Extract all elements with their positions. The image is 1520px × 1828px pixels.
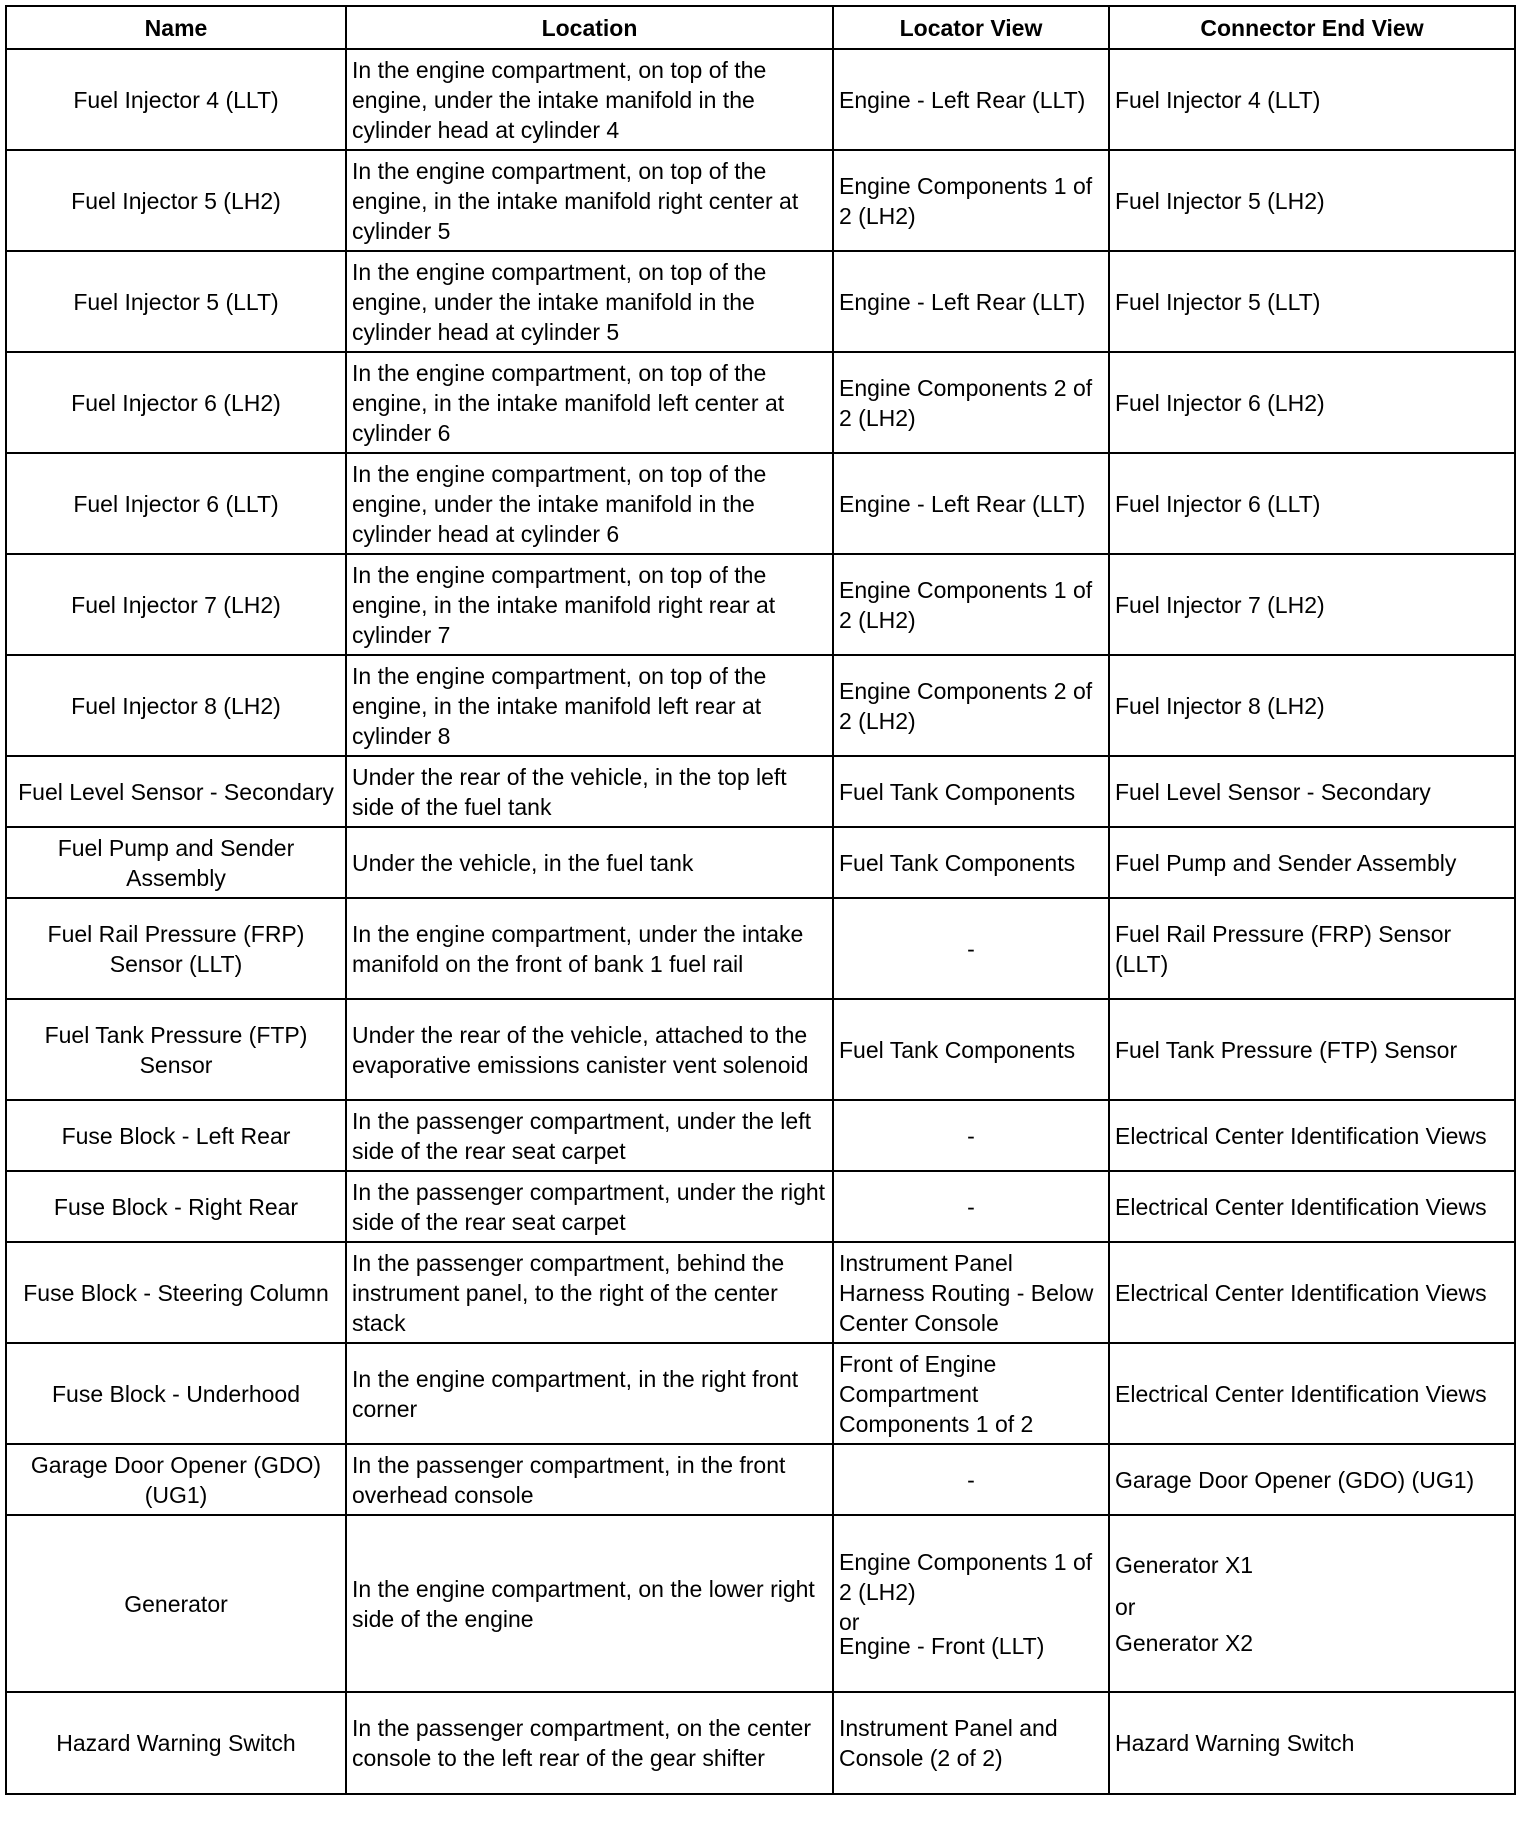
cell-locator-view: - [833,898,1109,999]
component-locator-table [5,5,1516,1795]
locator-or: or [839,1608,860,1635]
cell-name: Fuel Injector 6 (LH2) [6,352,346,453]
cell-locator-view: - [833,1171,1109,1242]
cell-connector-end-view: Electrical Center Identification Views [1109,1242,1515,1343]
header-row [6,6,1515,49]
connector-option-a: Generator X1 [1115,1551,1254,1578]
cell-location: In the engine compartment, on top of the engine, under the intake manifold in the cylinder head at cylinder 4 [346,49,833,150]
cell-connector-end-view: Fuel Injector 8 (LH2) [1109,655,1515,756]
cell-locator-view: Engine - Left Rear (LLT) [833,251,1109,352]
cell-name: Fuel Injector 5 (LLT) [6,251,346,352]
cell-name: Fuel Level Sensor - Secondary [6,756,346,827]
header-location: Location [346,6,833,49]
cell-location: In the passenger compartment, on the center console to the left rear of the gear shifter [346,1692,833,1794]
cell-location: Under the rear of the vehicle, attached to the evaporative emissions canister vent solenoid [346,999,833,1100]
table-row [6,251,1515,352]
cell-connector-end-view: Fuel Rail Pressure (FRP) Sensor (LLT) [1109,898,1515,999]
connector-option-b: Generator X2 [1115,1629,1254,1656]
cell-connector-end-view: Fuel Level Sensor - Secondary [1109,756,1515,827]
table-row [6,655,1515,756]
table-row [6,827,1515,898]
cell-location: In the engine compartment, on top of the engine, in the intake manifold left center at cylinder 6 [346,352,833,453]
cell-location: In the engine compartment, under the intake manifold on the front of bank 1 fuel rail [346,898,833,999]
cell-locator-view: Fuel Tank Components [833,756,1109,827]
cell-locator-view: Front of Engine Compartment Components 1 of 2 [833,1343,1109,1444]
header-connector-end-view: Connector End View [1109,6,1515,49]
cell-name: Fuel Injector 6 (LLT) [6,453,346,554]
table-row [6,1692,1515,1794]
cell-name: Fuel Rail Pressure (FRP) Sensor (LLT) [6,898,346,999]
cell-location: In the engine compartment, in the right front corner [346,1343,833,1444]
cell-name: Fuel Injector 5 (LH2) [6,150,346,251]
cell-connector-end-view: Electrical Center Identification Views [1109,1171,1515,1242]
cell-location: Under the vehicle, in the fuel tank [346,827,833,898]
cell-locator-view [833,1515,1109,1692]
cell-location: In the passenger compartment, under the right side of the rear seat carpet [346,1171,833,1242]
cell-locator-view: - [833,1100,1109,1171]
cell-connector-end-view: Fuel Pump and Sender Assembly [1109,827,1515,898]
cell-connector-end-view: Hazard Warning Switch [1109,1692,1515,1794]
cell-name: Hazard Warning Switch [6,1692,346,1794]
header-locator-view: Locator View [833,6,1109,49]
cell-connector-end-view: Fuel Tank Pressure (FTP) Sensor [1109,999,1515,1100]
cell-connector-end-view: Fuel Injector 5 (LH2) [1109,150,1515,251]
cell-locator-view: Fuel Tank Components [833,999,1109,1100]
table-row [6,756,1515,827]
locator-option-a: Engine Components 1 of 2 (LH2) [839,1548,1093,1605]
cell-name: Fuse Block - Steering Column [6,1242,346,1343]
cell-name: Fuse Block - Left Rear [6,1100,346,1171]
cell-locator-view: - [833,1444,1109,1515]
cell-locator-view: Engine Components 2 of 2 (LH2) [833,655,1109,756]
table-row [6,453,1515,554]
connector-or: or [1115,1593,1136,1620]
table-row [6,49,1515,150]
cell-location: In the engine compartment, on top of the engine, under the intake manifold in the cylinder head at cylinder 5 [346,251,833,352]
cell-locator-view: Engine - Left Rear (LLT) [833,453,1109,554]
cell-name: Generator [6,1515,346,1692]
cell-locator-view: Engine - Left Rear (LLT) [833,49,1109,150]
cell-locator-view: Engine Components 2 of 2 (LH2) [833,352,1109,453]
table-row [6,1242,1515,1343]
cell-locator-view: Instrument Panel Harness Routing - Below Center Console [833,1242,1109,1343]
table-row [6,150,1515,251]
cell-location: In the passenger compartment, in the front overhead console [346,1444,833,1515]
cell-connector-end-view: Fuel Injector 4 (LLT) [1109,49,1515,150]
cell-name: Fuel Pump and Sender Assembly [6,827,346,898]
locator-option-b: Engine - Front (LLT) [839,1632,1045,1659]
cell-location: In the engine compartment, on top of the engine, under the intake manifold in the cylinder head at cylinder 6 [346,453,833,554]
cell-location: In the engine compartment, on top of the engine, in the intake manifold left rear at cylinder 8 [346,655,833,756]
cell-locator-view: Fuel Tank Components [833,827,1109,898]
cell-connector-end-view: Fuel Injector 5 (LLT) [1109,251,1515,352]
cell-connector-end-view: Fuel Injector 6 (LH2) [1109,352,1515,453]
table-row [6,1100,1515,1171]
cell-location: In the engine compartment, on top of the engine, in the intake manifold right center at cylinder 5 [346,150,833,251]
cell-name: Garage Door Opener (GDO) (UG1) [6,1444,346,1515]
cell-connector-end-view: Fuel Injector 7 (LH2) [1109,554,1515,655]
header-name: Name [6,6,346,49]
table-row [6,999,1515,1100]
cell-connector-end-view: Electrical Center Identification Views [1109,1100,1515,1171]
table-row [6,352,1515,453]
cell-location: In the passenger compartment, under the left side of the rear seat carpet [346,1100,833,1171]
table-row [6,1444,1515,1515]
cell-name: Fuel Injector 4 (LLT) [6,49,346,150]
cell-locator-view: Instrument Panel and Console (2 of 2) [833,1692,1109,1794]
cell-name: Fuel Injector 7 (LH2) [6,554,346,655]
table-row [6,554,1515,655]
cell-name: Fuel Tank Pressure (FTP) Sensor [6,999,346,1100]
table-row [6,1343,1515,1444]
cell-locator-view: Engine Components 1 of 2 (LH2) [833,554,1109,655]
cell-name: Fuel Injector 8 (LH2) [6,655,346,756]
cell-locator-view: Engine Components 1 of 2 (LH2) [833,150,1109,251]
table-row [6,898,1515,999]
cell-location: In the engine compartment, on the lower right side of the engine [346,1515,833,1692]
table-row [6,1171,1515,1242]
cell-connector-end-view: Garage Door Opener (GDO) (UG1) [1109,1444,1515,1515]
cell-connector-end-view [1109,1515,1515,1692]
cell-connector-end-view: Fuel Injector 6 (LLT) [1109,453,1515,554]
cell-location: In the engine compartment, on top of the engine, in the intake manifold right rear at cylinder 7 [346,554,833,655]
cell-location: Under the rear of the vehicle, in the top left side of the fuel tank [346,756,833,827]
table-row [6,1515,1515,1692]
cell-connector-end-view: Electrical Center Identification Views [1109,1343,1515,1444]
cell-name: Fuse Block - Underhood [6,1343,346,1444]
cell-location: In the passenger compartment, behind the instrument panel, to the right of the center stack [346,1242,833,1343]
cell-name: Fuse Block - Right Rear [6,1171,346,1242]
